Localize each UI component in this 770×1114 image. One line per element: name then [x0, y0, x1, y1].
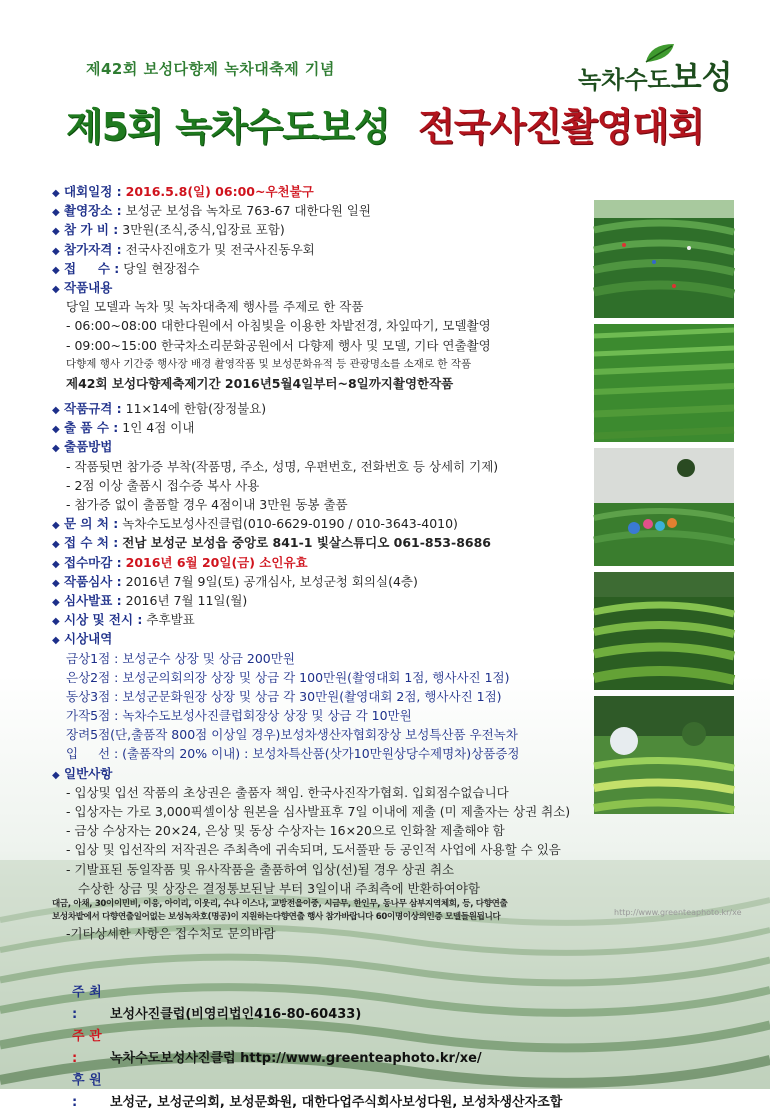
works-line: 당일 모델과 녹차 및 녹차대축제 행사를 주제로 한 작품 — [66, 299, 364, 315]
announce-value: 2016년 7월 11일(월) — [125, 592, 248, 608]
diamond-bullet-icon: ◆ — [52, 207, 60, 219]
announce-row — [52, 591, 592, 610]
eligibility-value: 전국사진애호가 및 전국사진동우회 — [125, 241, 315, 257]
fee-row — [52, 220, 592, 239]
general-label: 일반사항 — [64, 765, 113, 781]
count-value: 1인 4점 이내 — [122, 420, 195, 436]
organizer-row — [72, 1026, 562, 1070]
logo-small-text: 녹차수도 — [578, 66, 671, 94]
general-line: - 기발표된 동일작품 및 유사작품을 출품하여 입상(선)될 경우 상권 취소 — [66, 861, 455, 877]
prize-item: 입 선 : (출품작의 20% 이내) : 보성차특산품(삿가10만원상당수제명차)상품증정 — [66, 746, 520, 762]
deadline-value: 2016년 6월 20일(금) 소인유효 — [125, 554, 308, 570]
method-line: - 2점 이상 출품시 접수증 복사 사용 — [66, 477, 260, 493]
organizer-label: 주 관 : — [72, 1029, 102, 1066]
works-line: 다향제 행사 기간중 행사장 배경 촬영작품 및 보성문화유적 등 관광명소를 소재로 한 작품 — [66, 357, 472, 370]
submit-label: 접 수 처 : — [64, 535, 119, 551]
prizes-row — [52, 629, 592, 648]
general-row — [52, 764, 592, 783]
general-line: -기타상세한 사항은 접수처로 문의바람 — [66, 925, 276, 941]
tea-field-photo-5 — [594, 696, 734, 814]
general-line: - 금상 수상자는 20×24, 은상 및 동상 수상자는 16×20으로 인화찰 제출해야 함 — [66, 823, 505, 839]
judging-label: 작품심사 : — [64, 573, 122, 589]
spec-row — [52, 399, 592, 418]
diamond-bullet-icon: ◆ — [52, 283, 60, 295]
general-line: - 입상및 입선 작품의 초상권은 출품자 책임. 한국사진작가협회. 입회점수없습니다 — [66, 784, 509, 800]
works-line: 제42회 보성다향제축제기간 2016년5월4일부터~8일까지촬영한작품 — [66, 375, 454, 391]
diamond-bullet-icon: ◆ — [52, 616, 60, 628]
general-line-small: 보성차밭에서 다향연출일어없는 보성녹차호(명공)이 지원하는다향연출 행사 참가바랍니다 60이명이상의인증 모델들원됩니다 — [52, 911, 501, 922]
logo-text — [578, 52, 733, 98]
schedule-label: 대회일정 : — [64, 184, 122, 199]
host-row — [72, 982, 562, 1026]
tea-field-photo-2 — [594, 324, 734, 442]
diamond-bullet-icon: ◆ — [52, 405, 60, 417]
watermark: http://www.greenteaphoto.kr/xe — [614, 908, 742, 917]
sponsor-label: 후 원 : — [72, 1073, 102, 1110]
tea-field-photo-4 — [594, 572, 734, 690]
judging-value: 2016년 7월 9일(토) 공개심사, 보성군청 회의실(4층) — [125, 573, 418, 589]
sponsor-row — [72, 1070, 562, 1114]
method-label: 출품방법 — [64, 439, 113, 455]
contact-label: 문 의 처 : — [64, 516, 119, 532]
host-label: 주 최 : — [72, 985, 102, 1022]
diamond-bullet-icon: ◆ — [52, 443, 60, 455]
place-row — [52, 201, 592, 220]
organizer-value: 녹차수도보성사진클럽 http://www.greenteaphoto.kr/xe/ — [110, 1051, 482, 1066]
general-line: - 입상 및 입선작의 저작권은 주최측에 귀속되며, 도서풀판 등 공인적 사업에 사용할 수 있음 — [66, 842, 561, 858]
award-value: 추후발표 — [146, 612, 195, 628]
logo-big-text: 보성 — [670, 58, 733, 96]
diamond-bullet-icon: ◆ — [52, 635, 60, 647]
diamond-bullet-icon: ◆ — [52, 596, 60, 608]
method-line: - 작품뒷면 참가증 부착(작품명, 주소, 성명, 우편번호, 전화번호 등 상세히 기제) — [66, 458, 499, 474]
diamond-bullet-icon: ◆ — [52, 226, 60, 238]
works-label: 작품내용 — [64, 279, 113, 295]
announce-label: 심사발표 : — [64, 592, 122, 608]
diamond-bullet-icon: ◆ — [52, 539, 60, 551]
submit-value: 전남 보성군 보성읍 중앙로 841-1 빛살스튜디오 061-853-8686 — [122, 535, 491, 551]
spec-value: 11×14에 한함(장정불요) — [125, 401, 267, 417]
place-value: 보성군 보성읍 녹차로 763-67 대한다원 일원 — [125, 203, 371, 219]
submit-row — [52, 533, 592, 552]
method-row — [52, 437, 592, 456]
reception-row — [52, 259, 592, 278]
footer — [72, 982, 562, 1114]
fee-value: 3만원(조식,중식,입장료 포함) — [122, 222, 285, 238]
spec-label: 작품규격 : — [64, 401, 122, 417]
prize-item: 동상3점 : 보성군문화원장 상장 및 상금 각 30만원(촬영대회 2점, 행사사진 1점) — [66, 688, 502, 704]
prizes-label: 시상내역 — [64, 631, 113, 647]
prize-item: 은상2점 : 보성군의회의장 상장 및 상금 각 100만원(촬영대회 1점, 행사사진 1점) — [66, 669, 510, 685]
eligibility-label: 참가자격 : — [64, 241, 122, 257]
deadline-row — [52, 553, 592, 572]
general-line: - 입상자는 가로 3,000픽셀이상 원본을 심사발표후 7일 이내에 제출 (미 제출자는 상권 취소) — [66, 804, 571, 819]
title-green: 제5회 녹차수도보성 — [66, 105, 390, 149]
diamond-bullet-icon: ◆ — [52, 520, 60, 532]
contact-row — [52, 514, 592, 533]
place-label: 촬영장소 : — [64, 203, 122, 219]
diamond-bullet-icon: ◆ — [52, 424, 60, 436]
works-line: - 06:00~08:00 대한다원에서 아침빛을 이용한 차밭전경, 차잎따기, 모델촬영 — [66, 318, 491, 334]
method-line: - 참가증 없이 출품할 경우 4점이내 3만원 동봉 출품 — [66, 497, 348, 512]
general-line: 수상한 상금 및 상장은 결정통보된날 부터 3일이내 주최측에 반환하여야함 — [78, 880, 480, 896]
general-line-small: 대금, 아채, 30이이민비, 이응, 아이리, 이웃리, 수나 이스나, 교방전을이중, 시금무, 한인무, 동나무 삼부지역체회, 등, 다향연출 — [52, 898, 508, 909]
count-label: 출 품 수 : — [64, 420, 119, 436]
prize-item: 장려5점(단,출품작 800점 이상일 경우)보성차생산자협회장상 보성특산품 우전녹차 — [66, 727, 518, 743]
schedule-row — [52, 182, 592, 201]
award-row — [52, 610, 592, 629]
event-subtitle: 제42회 보성다향제 녹차대축제 기념 — [86, 60, 335, 78]
works-row — [52, 278, 592, 297]
award-label: 시상 및 전시 : — [64, 612, 143, 628]
fee-label: 참 가 비 : — [64, 222, 119, 238]
tea-field-photo-3 — [594, 448, 734, 566]
diamond-bullet-icon: ◆ — [52, 577, 60, 589]
reception-value: 당일 현장접수 — [123, 260, 200, 276]
diamond-bullet-icon: ◆ — [52, 769, 60, 781]
prize-item: 가작5점 : 녹차수도보성사진클럽회장상 상장 및 상금 각 10만원 — [66, 708, 412, 724]
sponsor-value: 보성군, 보성군의회, 보성문화원, 대한다업주식회사보성다원, 보성차생산자조합 — [110, 1095, 563, 1110]
judging-row — [52, 572, 592, 591]
schedule-value: 2016.5.8(일) 06:00~우천불구 — [125, 184, 314, 199]
count-row — [52, 418, 592, 437]
diamond-bullet-icon: ◆ — [52, 558, 60, 570]
event-details — [52, 182, 592, 943]
reception-label: 접 수 : — [64, 260, 120, 276]
prize-item: 금상1점 : 보성군수 상장 및 상금 200만원 — [66, 650, 295, 666]
diamond-bullet-icon: ◆ — [52, 188, 60, 199]
logo — [578, 42, 733, 96]
photo-column — [594, 200, 734, 820]
title-red: 전국사진촬영대회 — [418, 105, 704, 149]
diamond-bullet-icon: ◆ — [52, 264, 60, 276]
host-value: 보성사진클럽(비영리법인416-80-60433) — [110, 1007, 362, 1022]
tea-field-photo-1 — [594, 200, 734, 318]
deadline-label: 접수마감 : — [64, 554, 122, 570]
contact-value: 녹차수도보성사진클럽(010-6629-0190 / 010-3643-4010) — [122, 516, 458, 532]
works-line: - 09:00~15:00 한국차소리문화공원에서 다향제 행사 및 모델, 기타 연출촬영 — [66, 337, 491, 353]
diamond-bullet-icon: ◆ — [52, 245, 60, 257]
eligibility-row — [52, 240, 592, 259]
